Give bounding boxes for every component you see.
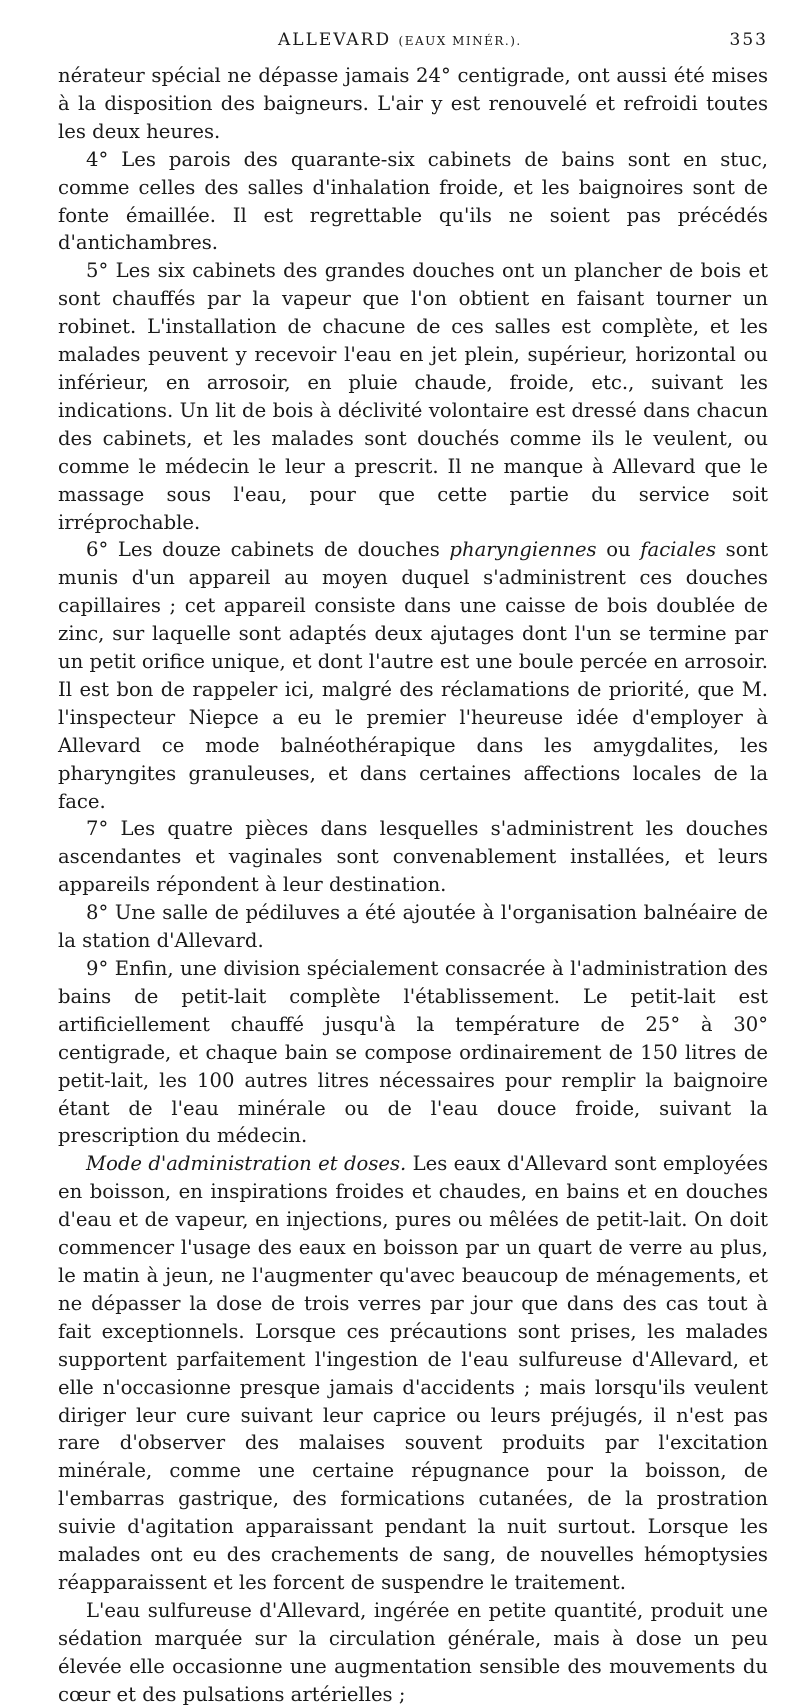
paragraph-item-9: 9° Enfin, une division spécialement consacrée à l'administration des bains de petit-lait complète l'établissement. Le petit-lait est artificiellement chauffé jusqu'à la température de 25° à 30° centigrade, et chaque bain se compose ordinairement de 150 litres de petit-lait, les 100 autres litres nécessaires pour remplir la baignoire étant de l'eau minérale ou de l'eau douce froide, suivant la prescription du médecin. bbox=[58, 957, 768, 1148]
paragraph-item-6 bbox=[58, 536, 768, 815]
body-text bbox=[58, 62, 768, 1708]
running-title-sub: (EAUX MINÉR.). bbox=[398, 34, 522, 48]
page-number: 353 bbox=[729, 30, 768, 50]
paragraph-administration bbox=[58, 1150, 768, 1597]
item-6-emphasis-pharyngiennes: pharyngiennes bbox=[449, 538, 597, 562]
administration-text: Les eaux d'Allevard sont employées en boisson, en inspirations froides et chaudes, en bains et en douches d'eau et de vapeur, en injections, pures ou mêlées de petit-lait. On doit commencer l'usage des eaux en boisson par un quart de verre au plus, le matin à jeun, ne l'augmenter qu'avec beaucoup de ménagements, et ne dépasser la dose de trois verres par jour que dans des cas tout à fait exceptionnels. Lorsque ces précautions sont prises, les malades supportent parfaitement l'ingestion de l'eau sulfureuse d'Allevard, et elle n'occasionne presque jamais d'accidents ; mais lorsqu'ils veulent diriger leur cure suivant leur caprice ou leurs préjugés, il n'est pas rare d'observer des malaises souvent produits par l'excitation minérale, comme une certaine répugnance pour la boisson, de l'embarras gastrique, des formications cutanées, de la prostration suivie d'agitation apparaissant pendant la nuit surtout. Lorsque les malades ont eu des crachements de sang, de nouvelles hémoptysies réapparaissent et les forcent de suspendre le traitement. bbox=[58, 1152, 769, 1594]
item-6-text-a: 6° Les douze cabinets de douches bbox=[86, 538, 450, 562]
item-6-text-b: ou bbox=[596, 538, 641, 562]
paragraph-continuation: nérateur spécial ne dépasse jamais 24° centigrade, ont aussi été mises à la disposition des baigneurs. L'air y est renouvelé et refroidi toutes les deux heures. bbox=[58, 64, 768, 143]
running-title bbox=[278, 30, 522, 50]
item-6-emphasis-faciales: faciales bbox=[640, 538, 717, 562]
paragraph-effects: L'eau sulfureuse d'Allevard, ingérée en petite quantité, produit une sédation marquée sur la circulation générale, mais à dose un peu élevée elle occasionne une augmentation sensible des mouvements du cœur et des pulsations artérielles ; bbox=[58, 1598, 768, 1706]
item-6-text-c: sont munis d'un appareil au moyen duquel s'administrent ces douches capillaires ; cet appareil consiste dans une caisse de bois doublée de zinc, sur laquelle sont adaptés deux ajutages dont l'un se termine par un petit orifice unique, et dont l'autre est une boule percée en arrosoir. Il est bon de rappeler ici, malgré des réclamations de priorité, que M. l'inspecteur Niepce a eu le premier l'heureuse idée d'employer à Allevard ce mode balnéothérapique dans les amygdalites, les pharyngites granuleuses, et dans certaines affections locales de la face. bbox=[58, 538, 769, 813]
paragraph-item-4: 4° Les parois des quarante-six cabinets de bains sont en stuc, comme celles des salles d'inhalation froide, et les baignoires sont de fonte émaillée. Il est regrettable qu'ils ne soient pas précédés d'antichambres. bbox=[58, 147, 768, 255]
paragraph-item-5: 5° Les six cabinets des grandes douches ont un plancher de bois et sont chauffés par la vapeur que l'on obtient en faisant tourner un robinet. L'installation de chacune de ces salles est complète, et les malades peuvent y recevoir l'eau en jet plein, supérieur, horizontal ou inférieur, en arrosoir, en pluie chaude, froide, etc., suivant les indications. Un lit de bois à déclivité volontaire est dressé dans chacun des cabinets, et les malades sont douchés comme ils le veulent, ou comme le médecin le leur a prescrit. Il ne manque à Allevard que le massage sous l'eau, pour que cette partie du service soit irréprochable. bbox=[58, 259, 768, 534]
running-title-main: ALLEVARD bbox=[278, 30, 392, 50]
paragraph-item-7: 7° Les quatre pièces dans lesquelles s'administrent les douches ascendantes et vaginales sont convenablement installées, et leurs appareils répondent à leur destination. bbox=[58, 817, 768, 897]
section-heading-administration: Mode d'administration et doses. bbox=[86, 1152, 407, 1176]
paragraph-item-8: 8° Une salle de pédiluves a été ajoutée à l'organisation balnéaire de la station d'Allevard. bbox=[58, 901, 768, 953]
running-head bbox=[58, 26, 768, 62]
